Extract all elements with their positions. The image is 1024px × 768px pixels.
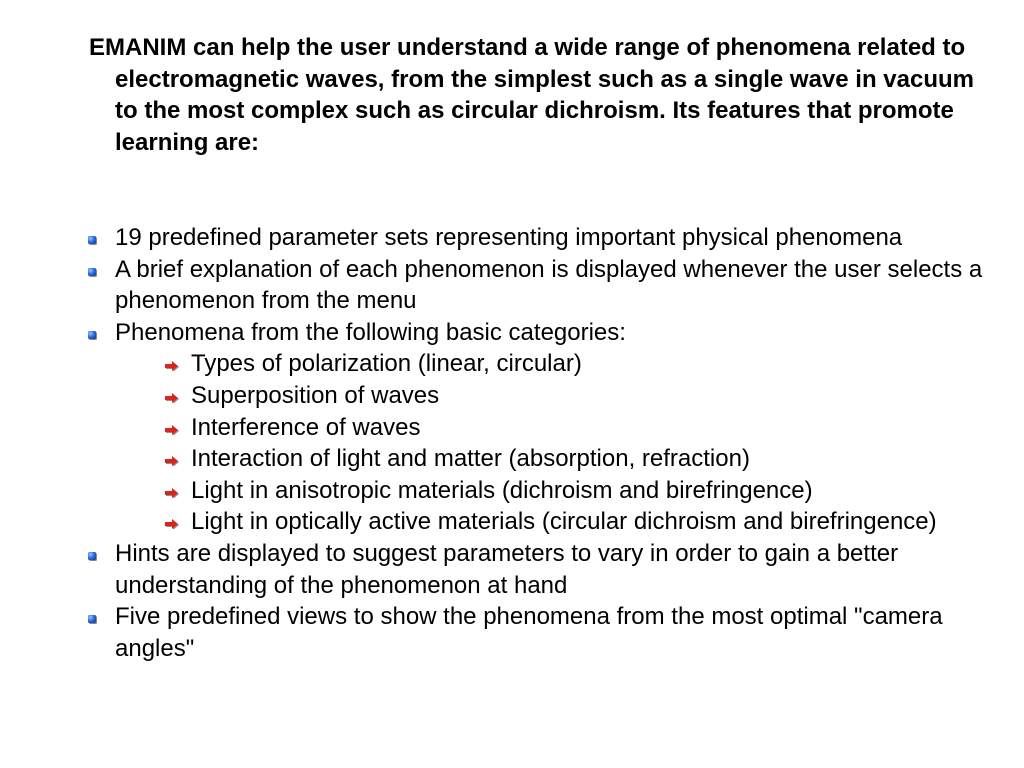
category-text: Types of polarization (linear, circular)	[191, 350, 582, 378]
red-arrow-bullet-icon	[165, 361, 179, 371]
feature-text: A brief explanation of each phenomenon is displayed whenever the user selects a phenomenon from the menu	[115, 255, 983, 315]
category-item	[165, 380, 988, 412]
blue-square-bullet-icon	[88, 331, 96, 339]
feature-item	[88, 538, 988, 601]
category-text: Interference of waves	[191, 413, 421, 441]
category-list	[115, 348, 988, 538]
red-arrow-bullet-icon	[165, 393, 179, 403]
feature-list	[88, 222, 988, 664]
feature-text: Five predefined views to show the phenomena from the most optimal "camera angles"	[115, 603, 943, 662]
feature-text: Phenomena from the following basic categories:	[115, 318, 626, 346]
category-text: Light in anisotropic materials (dichroism and birefringence)	[191, 476, 813, 504]
category-item	[165, 412, 988, 444]
blue-square-bullet-icon	[88, 615, 96, 623]
red-arrow-bullet-icon	[165, 519, 179, 529]
feature-item	[88, 601, 988, 664]
blue-square-bullet-icon	[88, 552, 96, 560]
red-arrow-bullet-icon	[165, 425, 179, 435]
red-arrow-bullet-icon	[165, 456, 179, 466]
feature-item	[88, 222, 988, 254]
category-item	[165, 348, 988, 380]
feature-text: Hints are displayed to suggest parameters to vary in order to gain a better understanding of the phenomenon at hand	[115, 539, 899, 599]
feature-item	[88, 254, 988, 317]
feature-text: 19 predefined parameter sets representing important physical phenomena	[115, 224, 903, 251]
category-text: Interaction of light and matter (absorption, refraction)	[191, 445, 750, 473]
category-item	[165, 443, 988, 475]
blue-square-bullet-icon	[88, 268, 96, 276]
category-text: Light in optically active materials (circular dichroism and birefringence)	[191, 508, 937, 536]
red-arrow-bullet-icon	[165, 488, 179, 498]
category-item	[165, 475, 988, 507]
category-item	[165, 506, 988, 538]
category-text: Superposition of waves	[191, 381, 440, 409]
feature-item	[88, 317, 988, 538]
blue-square-bullet-icon	[88, 236, 96, 244]
intro-paragraph: EMANIM can help the user understand a wide range of phenomena related to electromagnetic waves, from the simplest such as a single wave in vacuum to the most complex such as circular dichroism. Its features that promote learning are:	[89, 34, 974, 156]
